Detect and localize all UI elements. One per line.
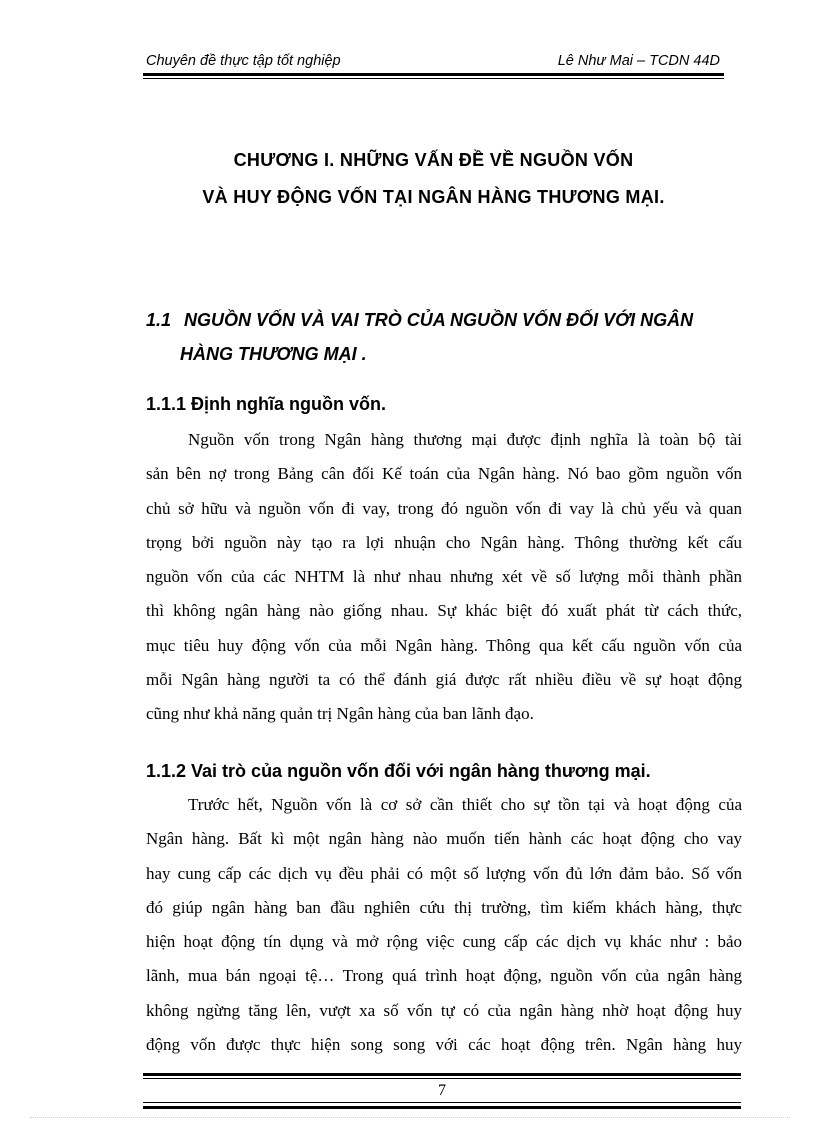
paragraph-line: cũng như khả năng quản trị Ngân hàng của ban lãnh đạo.: [146, 704, 534, 724]
paragraph-line: động vốn được thực hiện song song với các hoạt động trên. Ngân hàng huy: [146, 1035, 742, 1055]
paragraph-line: lãnh, mua bán ngoại tệ… Trong quá trình hoạt động, nguồn vốn của ngân hàng: [146, 966, 742, 986]
paragraph-line: chủ sở hữu và nguồn vốn đi vay, trong đó nguồn vốn đi vay là chủ yếu và quan: [146, 498, 742, 518]
paragraph-line: sản bên nợ trong Bảng cân đối Kế toán của Ngân hàng. Nó bao gồm nguồn vốn: [146, 464, 742, 484]
paragraph-line: trọng bởi nguồn này tạo ra lợi nhuận cho Ngân hàng. Thông thường kết cấu: [146, 532, 742, 552]
paragraph-line: nguồn vốn của các NHTM là như nhau nhưng xét về số lượng mỗi thành phần: [146, 567, 742, 587]
subsection-heading-1-1-2: 1.1.2 Vai trò của nguồn vốn đối với ngân hàng thương mại.: [146, 761, 651, 781]
paragraph-line: mỗi Ngân hàng người ta có thể đánh giá được rất nhiều điều về sự hoạt động: [146, 670, 742, 690]
chapter-title-line-1: CHƯƠNG I. NHỮNG VẤN ĐỀ VỀ NGUỒN VỐN: [233, 150, 634, 170]
footer-rule-thick-bottom: [143, 1106, 741, 1109]
header-rule-thin: [143, 78, 724, 79]
section-heading-1-1: [146, 303, 736, 371]
footer-rule-thick-top: [143, 1073, 741, 1076]
page-break-dotted-line: [30, 1117, 790, 1118]
paragraph-line: hiện hoạt động tín dụng và mở rộng việc cung cấp các dịch vụ khác như : bảo: [146, 932, 742, 952]
subsection-heading-1-1-1: 1.1.1 Định nghĩa nguồn vốn.: [146, 394, 387, 414]
section-number: 1.1: [146, 310, 172, 330]
paragraph-line: không ngừng tăng lên, vượt xa số vốn tự có của ngân hàng nhờ hoạt động huy: [146, 1000, 742, 1020]
footer-rule-thin-bottom: [143, 1102, 741, 1103]
paragraph-role: [146, 788, 742, 1062]
chapter-title-line-2: VÀ HUY ĐỘNG VỐN TẠI NGÂN HÀNG THƯƠNG MẠI.: [202, 187, 665, 207]
paragraph-line: thì không ngân hàng nào giống nhau. Sự khác biệt đó xuất phát từ cách thức,: [146, 601, 742, 621]
chapter-title: [143, 142, 724, 216]
paragraph-line: Trước hết, Nguồn vốn là cơ sở cần thiết cho sự tồn tại và hoạt động của: [188, 795, 742, 814]
paragraph-line: mục tiêu huy động vốn của mỗi Ngân hàng. Thông qua kết cấu nguồn vốn của: [146, 635, 742, 655]
section-title-line-2: HÀNG THƯƠNG MẠI .: [180, 344, 367, 364]
paragraph-definition: [146, 423, 742, 732]
page-number: 7: [438, 1082, 446, 1099]
header-rule-thick: [143, 73, 724, 76]
header-right-text: Lê Như Mai – TCDN 44D: [557, 53, 720, 69]
paragraph-line: hay cung cấp các dịch vụ đều phải có một số lượng vốn đủ lớn đảm bảo. Số vốn: [146, 863, 742, 883]
paragraph-line: Ngân hàng. Bất kì một ngân hàng nào muốn tiến hành các hoạt động cho vay: [146, 829, 742, 849]
footer-rule-thin-top: [143, 1078, 741, 1079]
paragraph-line: Nguồn vốn trong Ngân hàng thương mại được định nghĩa là toàn bộ tài: [188, 430, 742, 449]
paragraph-line: đó giúp ngân hàng ban đầu nghiên cứu thị trường, tìm kiếm khách hàng, thực: [146, 897, 742, 917]
section-title-line-1: NGUỒN VỐN VÀ VAI TRÒ CỦA NGUỒN VỐN ĐỐI VỚI NGÂN: [184, 310, 694, 330]
header-left-text: Chuyên đề thực tập tốt nghiệp: [146, 53, 341, 69]
